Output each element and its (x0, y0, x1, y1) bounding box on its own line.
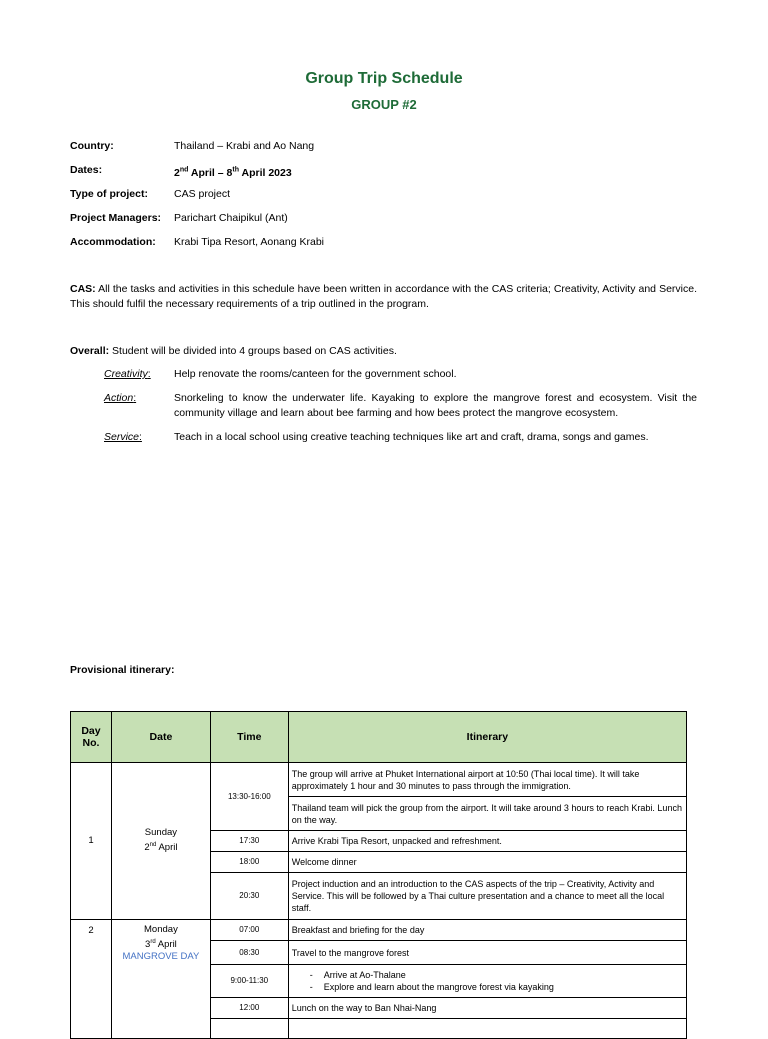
cas-text: All the tasks and activities in this schedule have been written in accordance with the CAS criteria; Creativity, Activity and Service. This should fulfil the necessary requirements of a trip outlined in the program. (70, 283, 697, 310)
cas-paragraph (70, 282, 697, 312)
date-num: 3 (145, 939, 151, 951)
day-date (111, 763, 210, 920)
cas-item-text: Help renovate the rooms/canteen for the government school. (174, 368, 457, 380)
itinerary-cell: Arrive Krabi Tipa Resort, unpacked and refreshment. (288, 831, 686, 852)
cas-item-label: Creativity (104, 368, 148, 380)
itinerary-bullet-list (292, 969, 683, 993)
list-item: - Explore and learn about the mangrove forest via kayaking (324, 981, 683, 993)
header-time: Time (210, 712, 288, 763)
info-label: Dates: (70, 164, 103, 176)
date-suffix: nd (179, 166, 189, 173)
date-month: April (155, 939, 177, 951)
itinerary-cell: Lunch on the way to Ban Nhai-Nang (288, 998, 686, 1019)
info-value: Thailand – Krabi and Ao Nang (174, 140, 315, 152)
list-item: - Arrive at Ao-Thalane (324, 969, 683, 981)
header-itinerary: Itinerary (288, 712, 686, 763)
info-label: Country: (70, 140, 114, 152)
day-theme: MANGROVE DAY (122, 951, 200, 963)
date-suffix: nd (149, 842, 157, 849)
time-cell: 07:00 (210, 920, 288, 941)
date-num: 2 (144, 842, 150, 854)
header-day: Day No. (71, 712, 112, 763)
info-row-country (70, 138, 690, 162)
day-date (111, 920, 210, 1039)
itinerary-cell: Travel to the mangrove forest (288, 941, 686, 965)
date-month: April (156, 842, 178, 854)
trip-info (70, 138, 690, 258)
cas-item-service (104, 430, 697, 445)
date-suffix: th (232, 166, 239, 173)
itinerary-cell (288, 1019, 686, 1039)
day-number: 1 (71, 763, 112, 920)
info-value: Krabi Tipa Resort, Aonang Krabi (174, 236, 325, 248)
itinerary-table (70, 711, 687, 1039)
cas-item-label-wrap: Service: (104, 431, 142, 443)
cas-item-creativity (104, 367, 697, 382)
info-label: Project Managers: (70, 212, 162, 224)
date-suffix: rd (150, 939, 156, 945)
overall-text: Student will be divided into 4 groups based on CAS activities. (109, 345, 397, 357)
provisional-itinerary-label: Provisional itinerary: (70, 664, 175, 676)
overall-paragraph (70, 344, 697, 359)
date-line (115, 839, 207, 854)
overall-label: Overall: (70, 345, 110, 357)
date-part: April – 8 (188, 166, 233, 179)
document-subtitle: GROUP #2 (351, 97, 417, 112)
cas-item-label: Action (104, 392, 134, 404)
document-title: Group Trip Schedule (305, 70, 463, 87)
info-row-accommodation (70, 234, 690, 258)
itinerary-cell: The group will arrive at Phuket International airport at 10:50 (Thai local time). It will take approximately 1 hour and 30 minutes to pass through the immigration. (288, 763, 686, 797)
table-header-row (71, 712, 687, 763)
date-line (115, 936, 207, 951)
date-part: 2 (174, 166, 180, 179)
time-cell: 18:00 (210, 852, 288, 873)
info-value: Parichart Chaipikul (Ant) (174, 212, 288, 224)
info-value: CAS project (174, 188, 231, 200)
cas-item-text: Teach in a local school using creative teaching techniques like art and craft, drama, songs and games. (174, 431, 649, 443)
cas-item-label: Service (104, 431, 140, 443)
itinerary-cell: Project induction and an introduction to the CAS aspects of the trip – Creativity, Activity and Service. This will be followed by a Thai culture presentation and a chance to meet all the local staff. (288, 873, 686, 920)
weekday: Sunday (144, 827, 178, 839)
time-cell: 12:00 (210, 998, 288, 1019)
time-cell (210, 1019, 288, 1039)
table-row (71, 763, 687, 797)
time-cell: 20:30 (210, 873, 288, 920)
info-label: Type of project: (70, 188, 148, 200)
cas-item-label-wrap: Creativity: (104, 368, 151, 380)
cas-item-text: Snorkeling to know the underwater life. Kayaking to explore the mangrove forest and ecosystem. Visit the community village and learn about bee farming and how bees protect the mangrove ecosystem. (174, 392, 697, 419)
info-label: Accommodation: (70, 236, 156, 248)
date-part: April 2023 (238, 166, 292, 179)
info-value-dates (174, 162, 292, 186)
info-row-managers (70, 210, 690, 234)
itinerary-cell (288, 965, 686, 998)
header-date: Date (111, 712, 210, 763)
cas-item-label-wrap: Action: (104, 392, 137, 404)
time-cell: 13:30-16:00 (210, 763, 288, 831)
time-cell: 9:00-11:30 (210, 965, 288, 998)
itinerary-cell: Welcome dinner (288, 852, 686, 873)
time-cell: 17:30 (210, 831, 288, 852)
weekday: Monday (144, 924, 178, 935)
day-number: 2 (71, 920, 112, 1039)
info-row-dates (70, 162, 690, 186)
info-row-type (70, 186, 690, 210)
time-cell: 08:30 (210, 941, 288, 965)
itinerary-cell: Breakfast and briefing for the day (288, 920, 686, 941)
itinerary-cell: Thailand team will pick the group from the airport. It will take around 3 hours to reach Krabi. Lunch on the way. (288, 797, 686, 831)
cas-label: CAS: (70, 283, 96, 295)
cas-item-action (104, 391, 697, 421)
cas-activity-list (104, 367, 697, 454)
table-row (71, 920, 687, 941)
